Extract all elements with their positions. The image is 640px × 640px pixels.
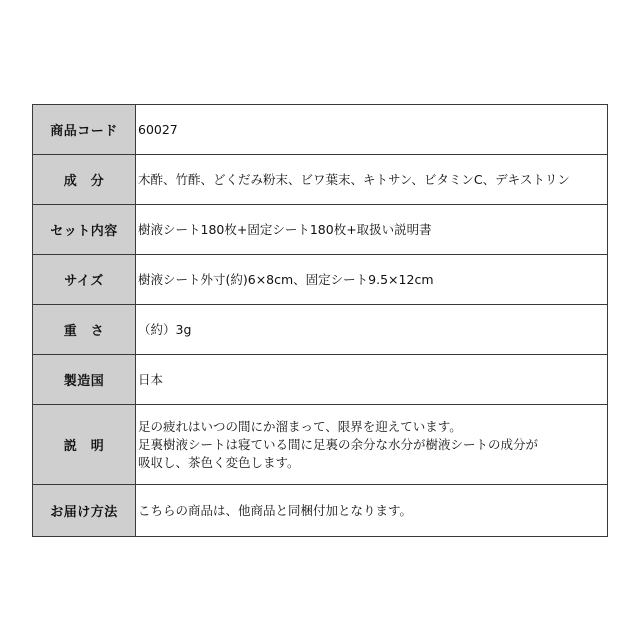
spec-value-line: （約）3g	[138, 321, 192, 337]
spec-value	[136, 105, 608, 155]
spec-value	[136, 305, 608, 355]
spec-value	[136, 355, 608, 405]
spec-row-country	[33, 355, 608, 405]
spec-value-line: 足の疲れはいつの間にか溜まって、限界を迎えています。	[138, 418, 462, 434]
spec-row-delivery	[33, 485, 608, 537]
spec-label: 重 さ	[33, 305, 136, 355]
spec-value	[136, 405, 608, 485]
spec-row-weight	[33, 305, 608, 355]
spec-value	[136, 255, 608, 305]
spec-value	[136, 485, 608, 537]
spec-value-line: こちらの商品は、他商品と同梱付加となります。	[138, 502, 413, 518]
spec-value-line: 日本	[138, 371, 164, 387]
spec-value-line: 60027	[138, 121, 178, 137]
spec-value-line: 吸収し、茶色く変色します。	[138, 454, 300, 470]
spec-value-line: 足裏樹液シートは寝ている間に足裏の余分な水分が樹液シートの成分が	[138, 436, 539, 452]
product-spec-table	[32, 104, 608, 537]
spec-label: サイズ	[33, 255, 136, 305]
spec-value-line: 木酢、竹酢、どくだみ粉末、ビワ葉末、キトサン、ビタミンC、デキストリン	[138, 171, 570, 187]
spec-label: 商品コード	[33, 105, 136, 155]
spec-label: お届け方法	[33, 485, 136, 537]
spec-label: 説 明	[33, 405, 136, 485]
spec-label: セット内容	[33, 205, 136, 255]
spec-value-line: 樹液シート180枚+固定シート180枚+取扱い説明書	[138, 221, 432, 237]
spec-label: 製造国	[33, 355, 136, 405]
spec-row-size	[33, 255, 608, 305]
spec-row-product-code	[33, 105, 608, 155]
spec-row-description	[33, 405, 608, 485]
spec-row-set-contents	[33, 205, 608, 255]
spec-value	[136, 205, 608, 255]
spec-row-ingredients	[33, 155, 608, 205]
spec-value-line: 樹液シート外寸(約)6×8cm、固定シート9.5×12cm	[138, 271, 434, 287]
spec-value	[136, 155, 608, 205]
spec-label: 成 分	[33, 155, 136, 205]
